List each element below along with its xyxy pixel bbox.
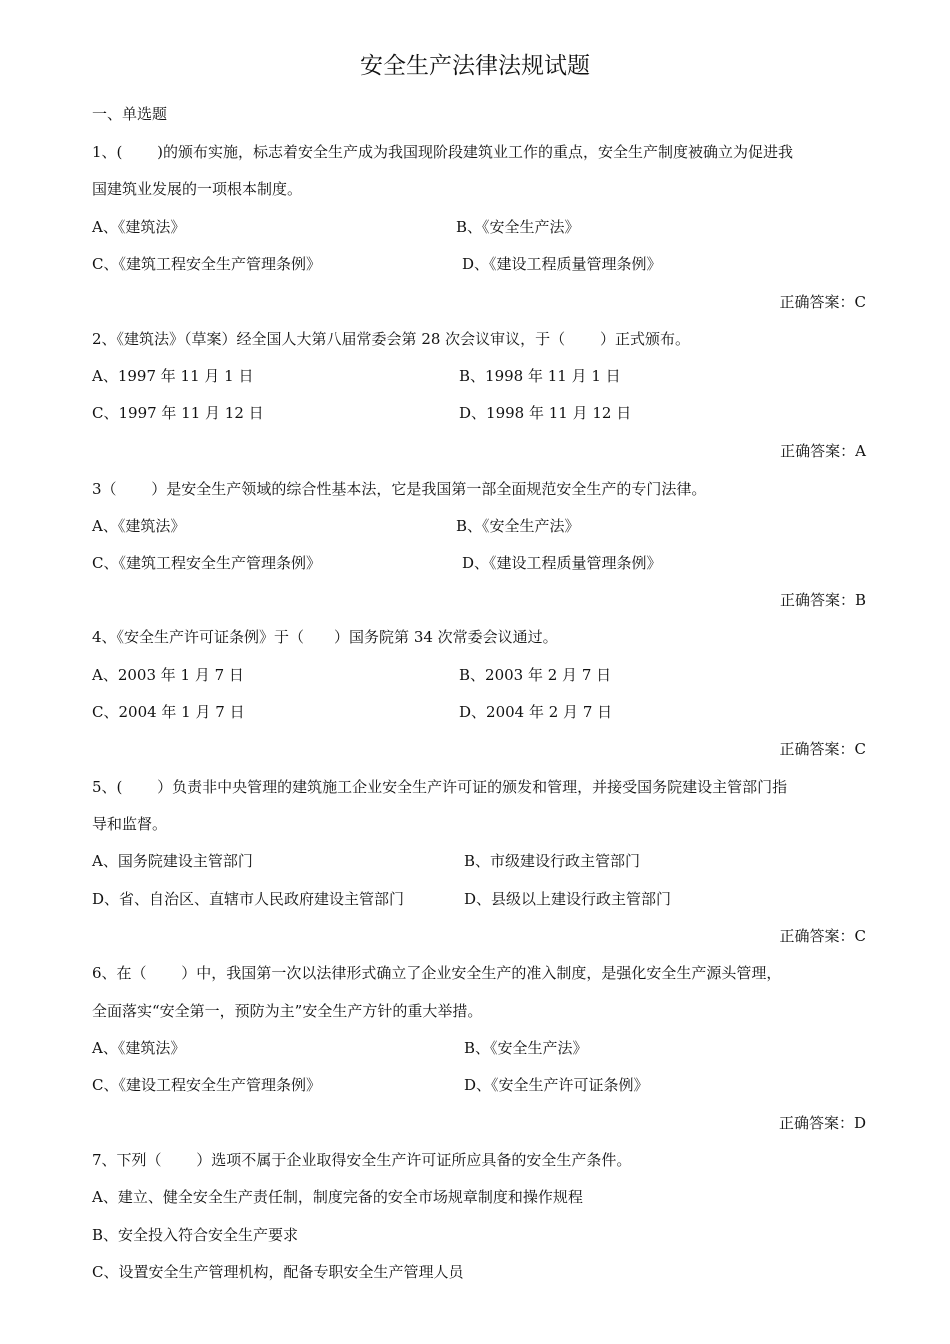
question-stem: 3（ ）是安全生产领域的综合性基本法，它是我国第一部全面规范安全生产的专门法律。	[92, 480, 707, 498]
question-stem: 1、( )的颁布实施，标志着安全生产成为我国现阶段建筑业工作的重点，安全生产制度被确立为促进我	[92, 143, 794, 161]
option-c: C、《建设工程安全生产管理条例》	[92, 1076, 321, 1094]
option-a: A、《建筑法》	[92, 517, 186, 535]
option-c: D、省、自治区、直辖市人民政府建设主管部门	[92, 890, 405, 908]
option-a: A、建立、健全安全生产责任制，制度完备的安全市场规章制度和操作规程	[92, 1188, 583, 1206]
option-c: C、2004 年 1 月 7 日	[92, 703, 245, 721]
question-stem: 导和监督。	[92, 815, 168, 833]
correct-answer: 正确答案：A	[780, 442, 866, 460]
option-b: B、安全投入符合安全生产要求	[92, 1226, 299, 1244]
option-d: D、《安全生产许可证条例》	[464, 1076, 649, 1094]
option-b: B、市级建设行政主管部门	[464, 852, 641, 870]
option-b: B、《安全生产法》	[456, 517, 580, 535]
question-stem: 国建筑业发展的一项根本制度。	[92, 180, 303, 198]
option-c: C、《建筑工程安全生产管理条例》	[92, 554, 321, 572]
question-stem: 2、《建筑法》（草案）经全国人大第八届常委会第 28 次会议审议，于（ ）正式颁布。	[92, 330, 690, 348]
option-d: D、《建设工程质量管理条例》	[462, 554, 662, 572]
correct-answer: 正确答案：C	[779, 927, 866, 945]
option-d: D、《建设工程质量管理条例》	[462, 255, 662, 273]
option-c: C、1997 年 11 月 12 日	[92, 404, 264, 422]
correct-answer: 正确答案：C	[779, 293, 866, 311]
option-d: D、县级以上建设行政主管部门	[464, 890, 672, 908]
option-a: A、1997 年 11 月 1 日	[92, 367, 254, 385]
document-title: 安全生产法律法规试题	[360, 53, 590, 79]
option-d: D、2004 年 2 月 7 日	[459, 703, 613, 721]
question-stem: 6、在（ ）中，我国第一次以法律形式确立了企业安全生产的准入制度，是强化安全生产源头管理，	[92, 964, 782, 982]
section-heading: 一、单选题	[92, 105, 168, 123]
option-b: B、《安全生产法》	[456, 218, 580, 236]
option-b: B、《安全生产法》	[464, 1039, 588, 1057]
question-stem: 全面落实“安全第一，预防为主”安全生产方针的重大举措。	[92, 1002, 483, 1020]
option-a: A、《建筑法》	[92, 218, 186, 236]
option-b: B、2003 年 2 月 7 日	[459, 666, 612, 684]
option-a: A、国务院建设主管部门	[92, 852, 253, 870]
question-stem: 4、《安全生产许可证条例》于（ ）国务院第 34 次常委会议通过。	[92, 628, 558, 646]
option-c: C、设置安全生产管理机构，配备专职安全生产管理人员	[92, 1263, 464, 1281]
option-a: A、《建筑法》	[92, 1039, 186, 1057]
option-c: C、《建筑工程安全生产管理条例》	[92, 255, 321, 273]
correct-answer: 正确答案：C	[779, 740, 866, 758]
correct-answer: 正确答案：D	[778, 1114, 866, 1132]
option-b: B、1998 年 11 月 1 日	[459, 367, 621, 385]
question-stem: 7、下列（ ）选项不属于企业取得安全生产许可证所应具备的安全生产条件。	[92, 1151, 632, 1169]
correct-answer: 正确答案：B	[779, 591, 866, 609]
question-stem: 5、( ）负责非中央管理的建筑施工企业安全生产许可证的颁发和管理，并接受国务院建设主管部门指	[92, 778, 788, 796]
option-a: A、2003 年 1 月 7 日	[92, 666, 244, 684]
option-d: D、1998 年 11 月 12 日	[459, 404, 632, 422]
